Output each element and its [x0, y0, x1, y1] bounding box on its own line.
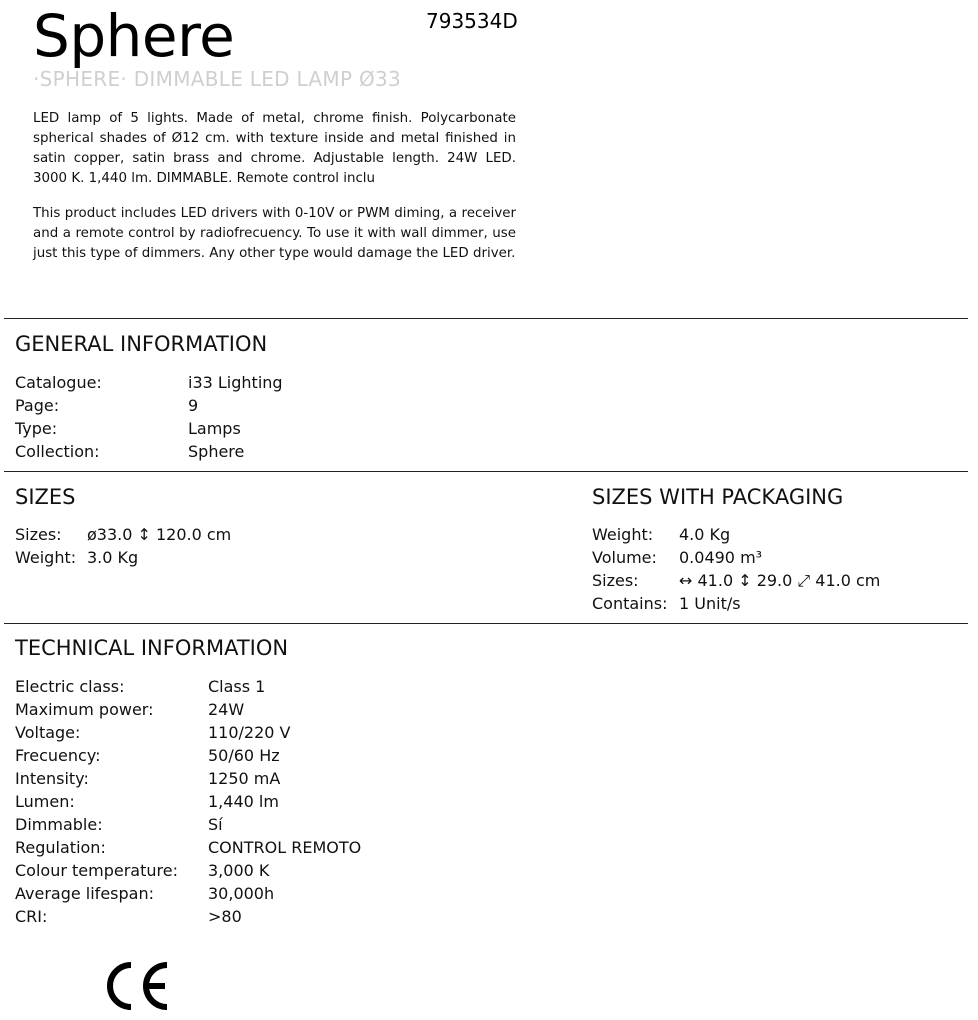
- general-value: Lamps: [188, 419, 241, 438]
- technical-value: 30,000h: [208, 884, 275, 903]
- packaging-label: Contains:: [592, 594, 668, 613]
- product-title: Sphere: [33, 2, 235, 70]
- sizes-section-title: SIZES: [15, 485, 76, 509]
- general-label: Collection:: [15, 442, 100, 461]
- technical-label: Frecuency:: [15, 746, 101, 765]
- technical-label: Voltage:: [15, 723, 81, 742]
- technical-value: 110/220 V: [208, 723, 291, 742]
- general-section-title: GENERAL INFORMATION: [15, 332, 268, 356]
- technical-label: Intensity:: [15, 769, 89, 788]
- technical-label: Average lifespan:: [15, 884, 154, 903]
- product-subtitle: ·SPHERE· DIMMABLE LED LAMP Ø33: [33, 67, 402, 91]
- sizes-value: ø33.0 ↕ 120.0 cm: [87, 525, 232, 544]
- technical-label: Dimmable:: [15, 815, 103, 834]
- divider-general: [4, 318, 968, 319]
- technical-section-title: TECHNICAL INFORMATION: [15, 636, 289, 660]
- packaging-value: 0.0490 m³: [679, 548, 763, 567]
- technical-value: 3,000 K: [208, 861, 270, 880]
- packaging-value: 1 Unit/s: [679, 594, 741, 613]
- divider-technical: [4, 623, 968, 624]
- technical-label: Colour temperature:: [15, 861, 178, 880]
- technical-value: 1,440 lm: [208, 792, 279, 811]
- technical-label: Regulation:: [15, 838, 106, 857]
- product-reference: 793534D: [426, 9, 518, 33]
- technical-value: >80: [208, 907, 242, 926]
- sizes-label: Sizes:: [15, 525, 62, 544]
- packaging-section-title: SIZES WITH PACKAGING: [592, 485, 844, 509]
- general-value: Sphere: [188, 442, 245, 461]
- technical-label: CRI:: [15, 907, 48, 926]
- general-value: 9: [188, 396, 199, 415]
- sizes-label: Weight:: [15, 548, 77, 567]
- sizes-value: 3.0 Kg: [87, 548, 139, 567]
- technical-label: Maximum power:: [15, 700, 154, 719]
- technical-value: 50/60 Hz: [208, 746, 280, 765]
- technical-label: Lumen:: [15, 792, 75, 811]
- packaging-value: ↔ 41.0 ↕ 29.0 ⤢ 41.0 cm: [679, 571, 881, 590]
- general-label: Type:: [15, 419, 58, 438]
- packaging-value: 4.0 Kg: [679, 525, 731, 544]
- general-value: i33 Lighting: [188, 373, 283, 392]
- divider-sizes: [4, 471, 968, 472]
- technical-value: 1250 mA: [208, 769, 281, 788]
- description-paragraph-2: This product includes LED drivers with 0-10V or PWM diming, a receiver and a remote control by radiofrecuency. To use it with wall dimmer, use just this type of dimmers. Any other type would damage the LED driver.: [33, 206, 516, 261]
- technical-value: CONTROL REMOTO: [208, 838, 362, 857]
- description-paragraph-1: LED lamp of 5 lights. Made of metal, chrome finish. Polycarbonate spherical shades of Ø12 cm. with texture inside and metal finished in satin copper, satin brass and chrome. Adjustable length. 24W LED. 3000 K. 1,440 lm. DIMMABLE. Remote control inclu: [33, 111, 516, 186]
- packaging-label: Sizes:: [592, 571, 639, 590]
- packaging-label: Volume:: [592, 548, 657, 567]
- general-label: Page:: [15, 396, 60, 415]
- packaging-label: Weight:: [592, 525, 654, 544]
- technical-label: Electric class:: [15, 677, 125, 696]
- ce-mark-icon: [100, 954, 172, 1018]
- general-label: Catalogue:: [15, 373, 102, 392]
- technical-value: Class 1: [208, 677, 266, 696]
- technical-value: 24W: [208, 700, 245, 719]
- technical-value: Sí: [208, 815, 223, 834]
